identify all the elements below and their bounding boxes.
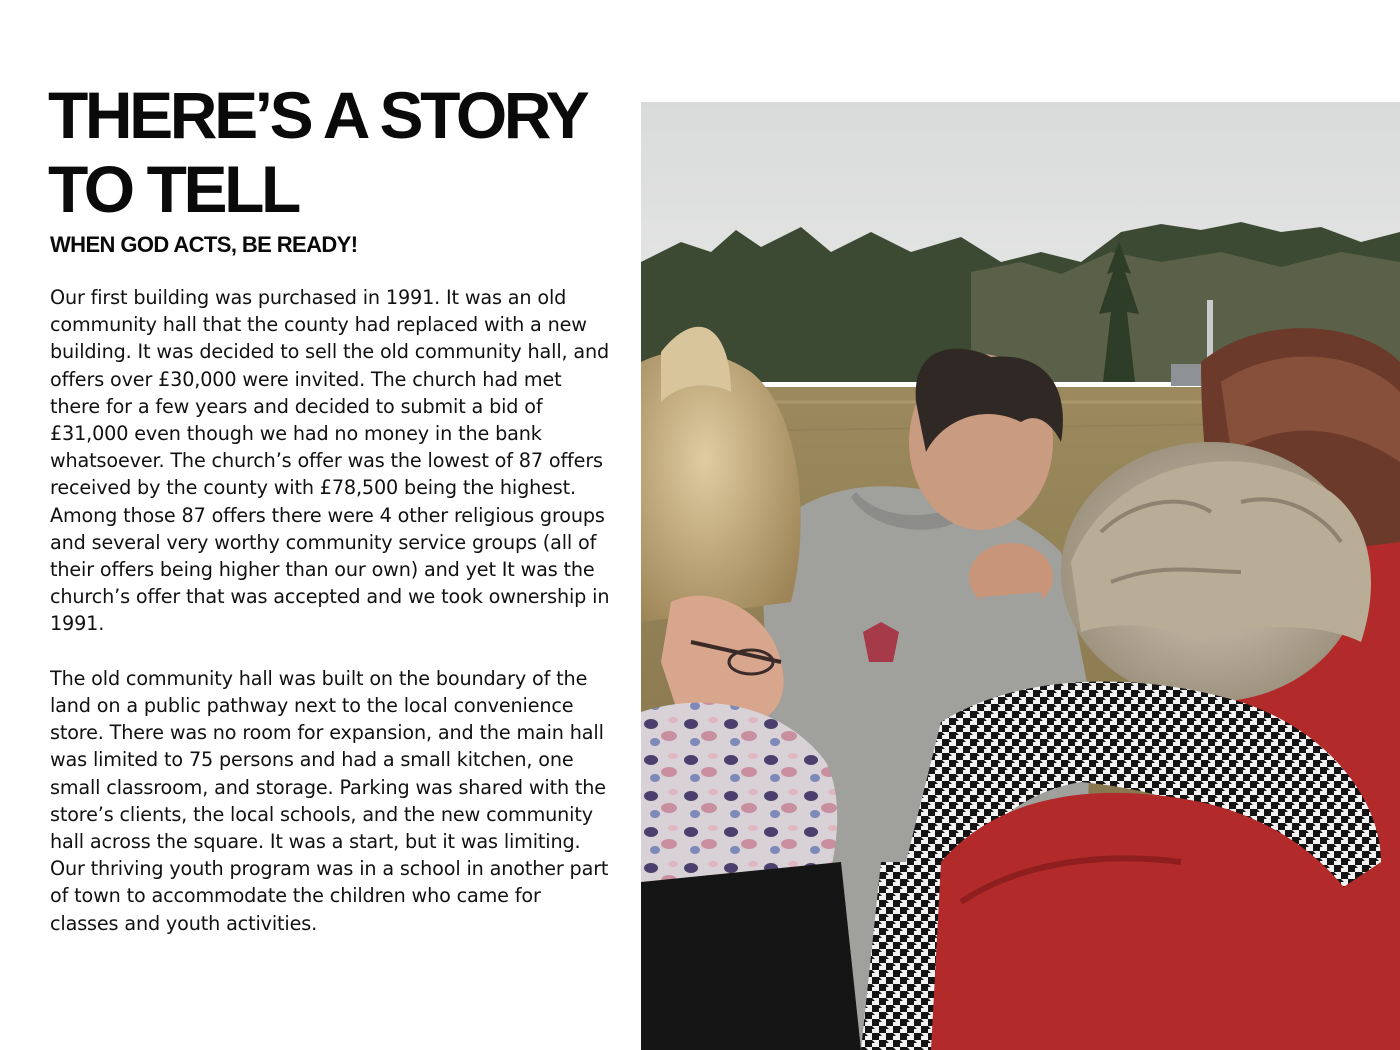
page-title [48, 78, 618, 226]
praying-group-photo [641, 102, 1400, 1050]
body-text [50, 284, 610, 937]
title-line-1: THERE’S A STORY [48, 78, 587, 152]
paragraph-1: Our first building was purchased in 1991. It was an old community hall that the county had replaced with a new building. It was decided to sell the old community hall, and offers over £30,000 were invited. The church had met there for a few years and decided to submit a bid of £31,000 even though we had no money in the bank whatsoever. The church’s offer was the lowest of 87 offers received by the county with £78,500 being the highest. Among those 87 offers there were 4 other religious groups and several very worthy community service groups (all of their offers being higher than our own) and yet It was the church’s offer that was accepted and we took ownership in 1991. [50, 286, 610, 636]
title-line-2: TO TELL [48, 152, 298, 226]
text-column [48, 78, 618, 964]
photo [641, 102, 1400, 1050]
subtitle: WHEN GOD ACTS, BE READY! [50, 232, 358, 257]
paragraph-2: The old community hall was built on the boundary of the land on a public pathway next to the local convenience store. There was no room for expansion, and the main hall was limited to 75 persons and had a small kitchen, one small classroom, and storage. Parking was shared with the store’s clients, the local schools, and the new community hall across the square. It was a start, but it was limiting. Our thriving youth program was in a school in another part of town to accommodate the children who came for classes and youth activities. [50, 666, 609, 935]
